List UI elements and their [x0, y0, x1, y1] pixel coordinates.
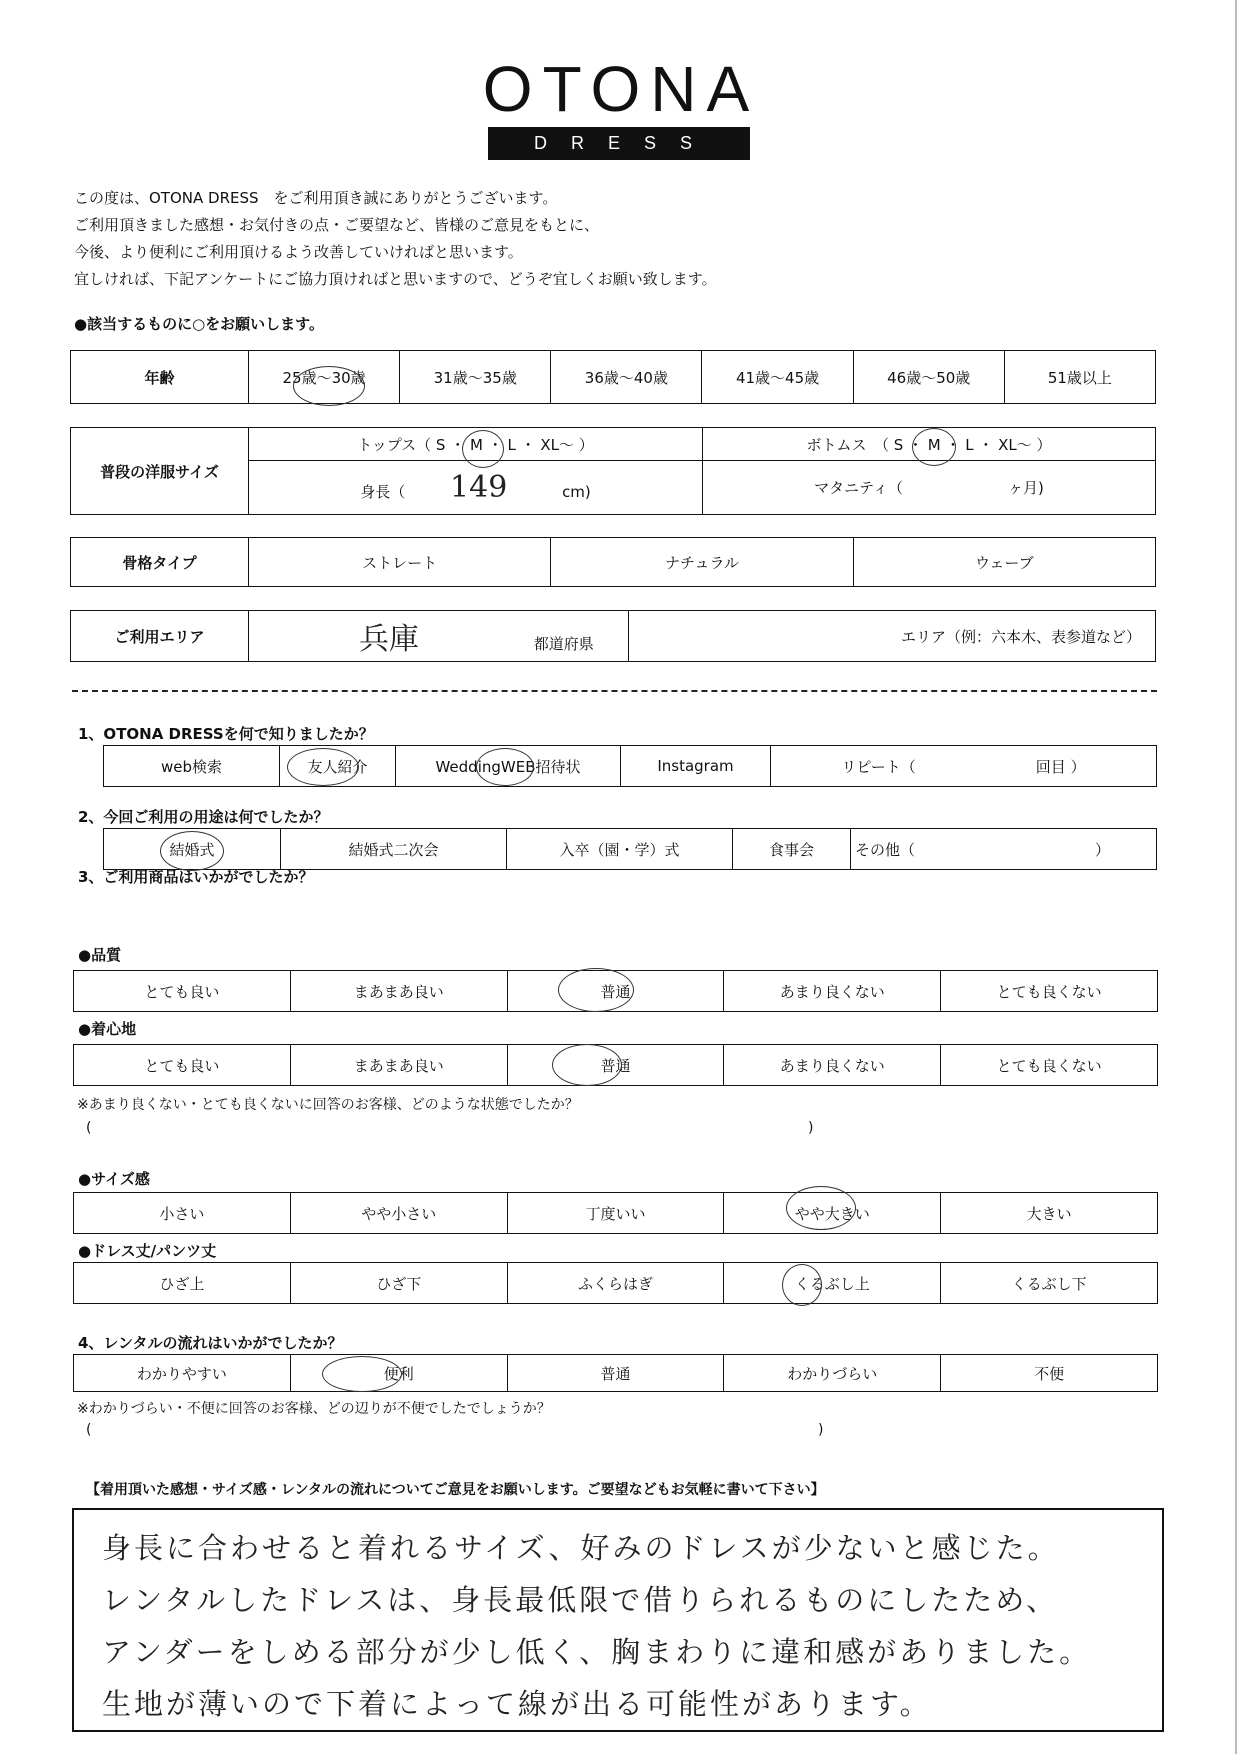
q2-option[interactable]: 食事会	[733, 829, 851, 870]
selection-circle	[912, 428, 956, 466]
q2-option[interactable]: 結婚式	[104, 829, 281, 870]
quality-label: ●品質	[78, 946, 122, 964]
size-feel-label: ●サイズ感	[78, 1170, 150, 1188]
length-option[interactable]: ひざ下	[290, 1263, 507, 1304]
q4-option[interactable]: 普通	[507, 1355, 724, 1392]
body-type-label: 骨格タイプ	[71, 538, 249, 587]
q3-title: 3、ご利用商品はいかがでしたか？	[78, 868, 314, 886]
prefecture-value: 兵庫	[359, 622, 419, 657]
age-option[interactable]: 36歳～40歳	[551, 351, 702, 404]
age-table	[70, 350, 1156, 404]
q4-note: ※わかりづらい・不便に回答のお客様、どの辺りが不便でしたでしょうか？	[77, 1401, 551, 1417]
prefecture-label: 都道府県	[533, 635, 594, 653]
q4-option[interactable]: 便利	[290, 1355, 507, 1392]
area-label: ご利用エリア	[71, 611, 249, 662]
selection-circle	[558, 968, 634, 1012]
q2-option[interactable]: 結婚式二次会	[281, 829, 507, 870]
intro-text	[74, 185, 717, 293]
selection-circle	[293, 366, 365, 406]
q2-option[interactable]: その他（ ）	[851, 829, 1157, 870]
area-table	[70, 610, 1156, 662]
scan-edge	[1235, 0, 1237, 1754]
area-hint[interactable]: エリア（例：六本木、表参道など）	[629, 611, 1156, 662]
q1-table	[103, 745, 1157, 787]
age-option[interactable]: 25歳～30歳	[249, 351, 400, 404]
height-cell[interactable]	[249, 461, 703, 515]
comfort-option[interactable]: とても良くない	[941, 1045, 1158, 1086]
selection-circle	[462, 430, 504, 468]
length-label: ●ドレス丈/パンツ丈	[78, 1242, 217, 1260]
comment-box[interactable]	[72, 1508, 1164, 1732]
q4-title: 4、レンタルの流れはいかがでしたか？	[78, 1334, 343, 1352]
instruction: ●該当するものに○をお願いします。	[74, 315, 324, 333]
comfort-answer-open: (	[86, 1120, 92, 1136]
body-type-option[interactable]: ナチュラル	[551, 538, 853, 587]
comfort-answer-close: )	[808, 1120, 814, 1136]
logo-subtitle: DRESS	[488, 127, 750, 160]
q1-option[interactable]: リピート（ 回目 ）	[771, 746, 1157, 787]
intro-line: 今後、より便利にご利用頂けるよう改善していければと思います。	[74, 243, 523, 261]
length-option[interactable]: ふくらはぎ	[507, 1263, 724, 1304]
size-feel-option[interactable]: やや小さい	[290, 1193, 507, 1234]
size-table	[70, 427, 1156, 515]
comment-line: 身長に合わせると着れるサイズ、好みのドレスが少ないと感じた。	[102, 1531, 1060, 1565]
q1-option[interactable]: 友人紹介	[280, 746, 396, 787]
age-option[interactable]: 46歳～50歳	[853, 351, 1004, 404]
selection-circle	[322, 1356, 402, 1392]
q4-table	[73, 1354, 1158, 1392]
comfort-label: ●着心地	[78, 1020, 137, 1038]
size-feel-table	[73, 1192, 1158, 1234]
comfort-option[interactable]: まあまあ良い	[290, 1045, 507, 1086]
comfort-option[interactable]: とても良い	[74, 1045, 291, 1086]
comment-line: アンダーをしめる部分が少し低く、胸まわりに違和感がありました。	[102, 1635, 1092, 1669]
selection-circle	[160, 831, 224, 871]
height-unit: cm)	[562, 483, 591, 501]
comment-line: レンタルしたドレスは、身長最低限で借りられるものにしたため、	[102, 1583, 1059, 1617]
q1-title: 1、OTONA DRESSを何で知りましたか？	[78, 725, 374, 743]
q4-answer-open: (	[86, 1422, 92, 1438]
age-option[interactable]: 31歳～35歳	[400, 351, 551, 404]
intro-line: この度は、OTONA DRESS をご利用頂き誠にありがとうございます。	[74, 189, 558, 207]
tops-size[interactable]: トップス（ S ・ M ・ L ・ XL～ ）	[249, 428, 703, 461]
age-option[interactable]: 51歳以上	[1004, 351, 1155, 404]
age-label: 年齢	[71, 351, 249, 404]
bottoms-size[interactable]: ボトムス （ S ・ M ・ L ・ XL～ ）	[703, 428, 1156, 461]
q1-option[interactable]: Instagram	[621, 746, 771, 787]
selection-circle	[552, 1044, 622, 1086]
q2-table	[103, 828, 1157, 870]
selection-circle	[476, 748, 534, 786]
age-option[interactable]: 41歳～45歳	[702, 351, 853, 404]
q2-title: 2、今回ご利用の用途は何でしたか？	[78, 808, 329, 826]
length-option[interactable]: くるぶし下	[941, 1263, 1158, 1304]
size-feel-option[interactable]: 小さい	[74, 1193, 291, 1234]
quality-option[interactable]: まあまあ良い	[290, 971, 507, 1012]
comment-line: 生地が薄いので下着によって線が出る可能性があります。	[102, 1687, 932, 1721]
quality-option[interactable]: とても良くない	[941, 971, 1158, 1012]
prefecture-cell[interactable]	[249, 611, 629, 662]
q4-option[interactable]: わかりづらい	[724, 1355, 941, 1392]
selection-circle	[782, 1264, 822, 1306]
length-option[interactable]: くるぶし上	[724, 1263, 941, 1304]
length-table	[73, 1262, 1158, 1304]
intro-line: 宜しければ、下記アンケートにご協力頂ければと思いますので、どうぞ宜しくお願い致します。	[74, 270, 717, 288]
selection-circle	[786, 1186, 856, 1230]
quality-option[interactable]: 普通	[507, 971, 724, 1012]
q2-option[interactable]: 入卒（園・学）式	[507, 829, 733, 870]
divider	[72, 690, 1157, 692]
body-type-table	[70, 537, 1156, 587]
q4-option[interactable]: わかりやすい	[74, 1355, 291, 1392]
height-value: 149	[450, 470, 508, 505]
quality-option[interactable]: あまり良くない	[724, 971, 941, 1012]
q4-option[interactable]: 不便	[941, 1355, 1158, 1392]
q1-option[interactable]: WeddingWEB招待状	[396, 746, 621, 787]
comfort-option[interactable]: 普通	[507, 1045, 724, 1086]
comfort-option[interactable]: あまり良くない	[724, 1045, 941, 1086]
quality-option[interactable]: とても良い	[74, 971, 291, 1012]
intro-line: ご利用頂きました感想・お気付きの点・ご要望など、皆様のご意見をもとに、	[74, 216, 600, 234]
comment-heading: 【着用頂いた感想・サイズ感・レンタルの流れについてご意見をお願いします。ご要望などもお気軽に書いて下さい】	[86, 1482, 825, 1498]
q4-answer-close: )	[818, 1422, 824, 1438]
comfort-note: ※あまり良くない・とても良くないに回答のお客様、どのような状態でしたか？	[77, 1097, 579, 1113]
size-feel-option[interactable]: やや大きい	[724, 1193, 941, 1234]
q1-option[interactable]: web検索	[104, 746, 280, 787]
size-feel-option[interactable]: 大きい	[941, 1193, 1158, 1234]
maternity-cell[interactable]: マタニティ（ ヶ月)	[703, 461, 1156, 515]
size-feel-option[interactable]: 丁度いい	[507, 1193, 724, 1234]
logo-wordmark: OTONA	[482, 53, 760, 125]
length-option[interactable]: ひざ上	[74, 1263, 291, 1304]
size-label: 普段の洋服サイズ	[71, 428, 249, 515]
body-type-option[interactable]: ウェーブ	[853, 538, 1155, 587]
selection-circle	[287, 748, 359, 786]
body-type-option[interactable]: ストレート	[249, 538, 551, 587]
height-label: 身長（	[360, 483, 406, 501]
